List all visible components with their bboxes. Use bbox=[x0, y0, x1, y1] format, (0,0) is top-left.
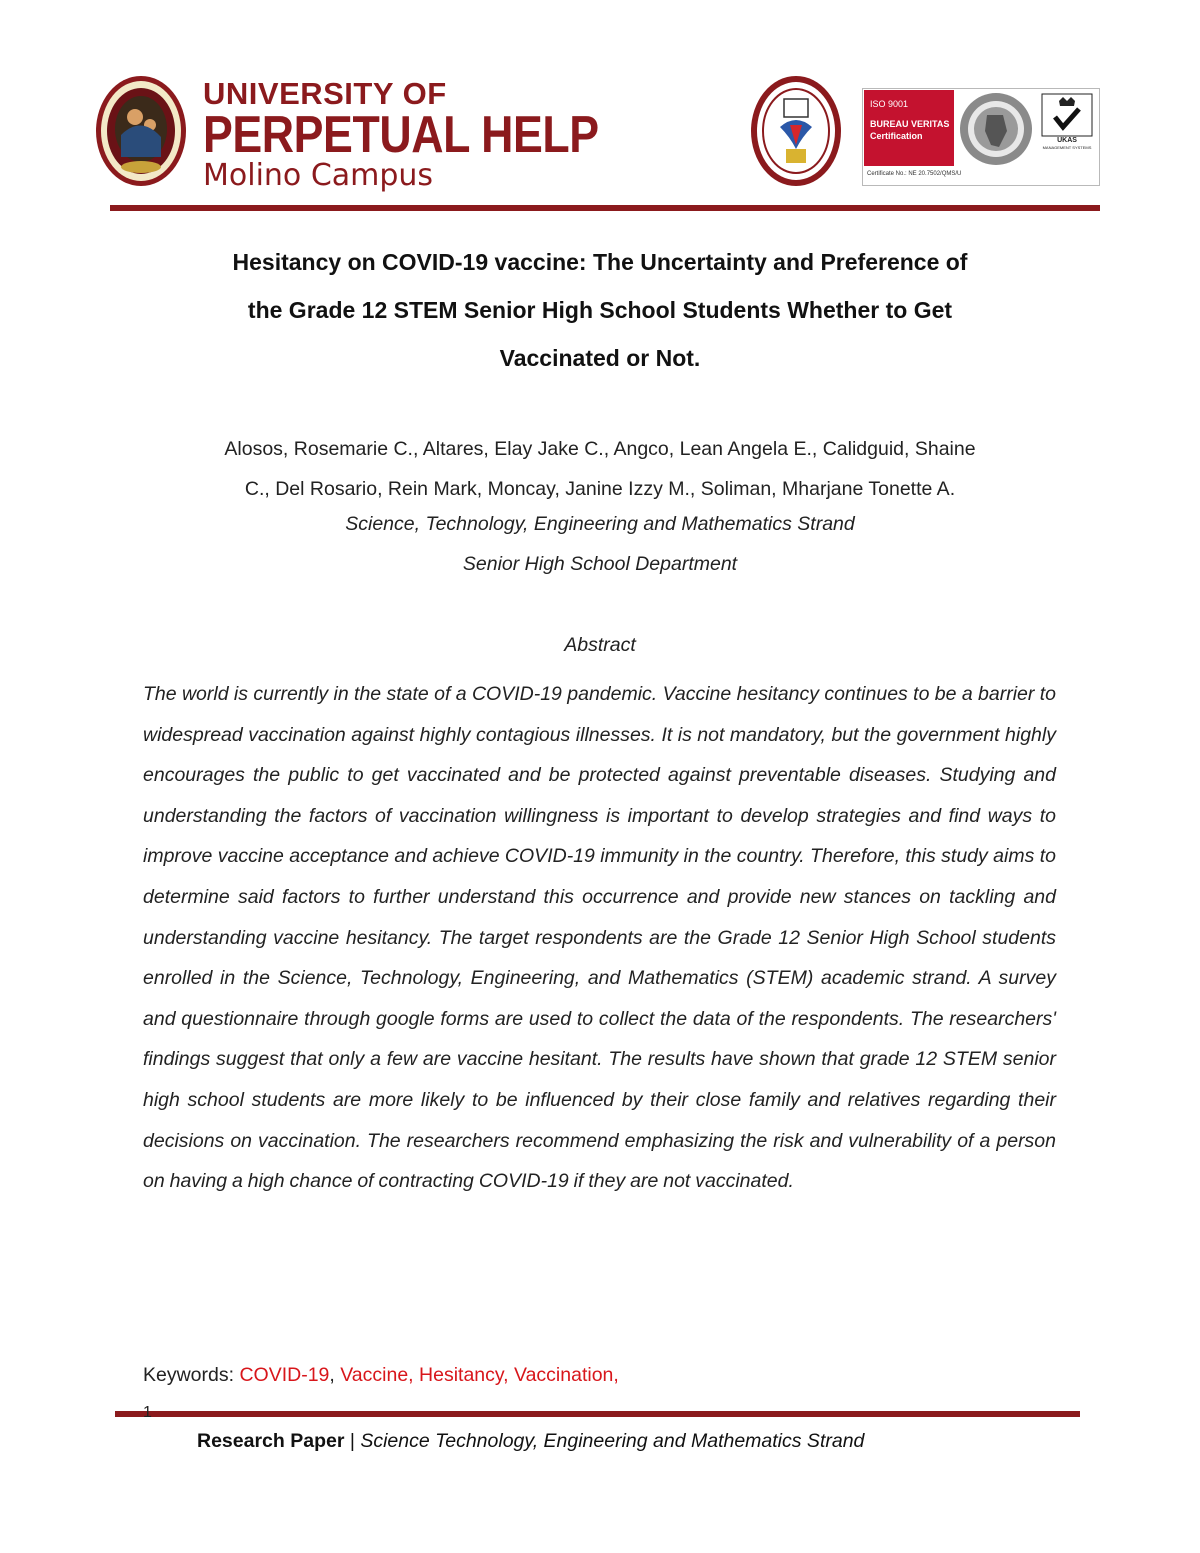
ukas-crown-check-icon bbox=[1041, 93, 1093, 137]
author-line: Alosos, Rosemarie C., Altares, Elay Jake C., Angco, Lean Angela E., Calidguid, Shaine bbox=[224, 438, 976, 460]
university-name-line1: UNIVERSITY OF bbox=[203, 76, 447, 111]
ukas-label: UKAS bbox=[1057, 137, 1077, 144]
keywords-label: Keywords: bbox=[143, 1364, 240, 1386]
iso-label: ISO 9001 bbox=[870, 99, 909, 109]
paper-title-line: the Grade 12 STEM Senior High School Students Whether to Get bbox=[247, 297, 953, 323]
university-seal-logo bbox=[95, 75, 187, 187]
document-header bbox=[0, 0, 1200, 215]
paper-title-line: Vaccinated or Not. bbox=[499, 345, 701, 371]
keyword-item: Vaccine, Hesitancy, Vaccination, bbox=[340, 1364, 619, 1386]
ukas-logo bbox=[1041, 93, 1093, 165]
senior-high-school-seal-logo bbox=[750, 75, 842, 187]
running-footer bbox=[197, 1430, 1097, 1453]
paper-title bbox=[140, 238, 1060, 382]
footer-strand: Science Technology, Engineering and Mathematics Strand bbox=[360, 1430, 865, 1452]
keyword-item: COVID-19 bbox=[239, 1364, 330, 1386]
keywords-line: Keywords: COVID-19, Vaccine, Hesitancy, Vaccination, bbox=[143, 1364, 619, 1386]
university-name-line2: PERPETUAL HELP bbox=[203, 106, 599, 164]
abstract-heading: Abstract bbox=[564, 634, 636, 656]
ukas-sub-label: MANAGEMENT SYSTEMS bbox=[1042, 145, 1092, 150]
footer-divider bbox=[115, 1411, 1080, 1417]
university-name bbox=[203, 78, 663, 191]
affiliation-strand: Science, Technology, Engineering and Mathematics Strand bbox=[345, 513, 855, 535]
author-line: C., Del Rosario, Rein Mark, Moncay, Janine Izzy M., Soliman, Mharjane Tonette A. bbox=[244, 478, 956, 500]
campus-name: Molino Campus bbox=[203, 158, 434, 193]
bureau-veritas-seal-logo bbox=[959, 91, 1033, 167]
abstract-body: The world is currently in the state of a COVID-19 pandemic. Vaccine hesitancy continues to be a barrier to widespread vaccination against highly contagious illnesses. It is not mandatory, but the government highly encourages the public to get vaccinated and be protected against preventable diseases. Studying and understanding the factors of vaccination willingness is important to develop strategies and find ways to improve vaccine acceptance and achieve COVID-19 immunity in the country. Therefore, this study aims to determine said factors to further understand this occurrence and provide new stances on tackling and understanding vaccine hesitancy. The target respondents are the Grade 12 Senior High School students enrolled in the Science, Technology, Engineering, and Mathematics (STEM) academic strand. A survey and questionnaire through google forms are used to collect the data of the respondents. The researchers' findings suggest that only a few are vaccine hesitant. The results have shown that grade 12 STEM senior high school students are more likely to be influenced by their close family and relatives regarding their decisions on vaccination. The researchers recommend emphasizing the risk and vulnerability of a person on having a high chance of contracting COVID-19 if they are not vaccinated. bbox=[143, 683, 1056, 1193]
bureau-veritas-label: BUREAU VERITAS bbox=[870, 119, 950, 130]
iso-certification-block bbox=[862, 88, 1100, 186]
page-number: 1 bbox=[143, 1404, 152, 1421]
header-divider bbox=[110, 205, 1100, 211]
footer-separator: | bbox=[344, 1430, 361, 1452]
affiliation-department: Senior High School Department bbox=[462, 553, 738, 575]
certification-label: Certification bbox=[870, 131, 923, 142]
iso-certification-badge bbox=[864, 90, 954, 166]
paper-title-line: Hesitancy on COVID-19 vaccine: The Uncertainty and Preference of bbox=[232, 249, 968, 275]
certificate-number: Certificate No.: NE 20.7502/QMS/U bbox=[867, 171, 962, 177]
author-list bbox=[140, 429, 1060, 509]
footer-paper-type: Research Paper bbox=[197, 1430, 345, 1452]
